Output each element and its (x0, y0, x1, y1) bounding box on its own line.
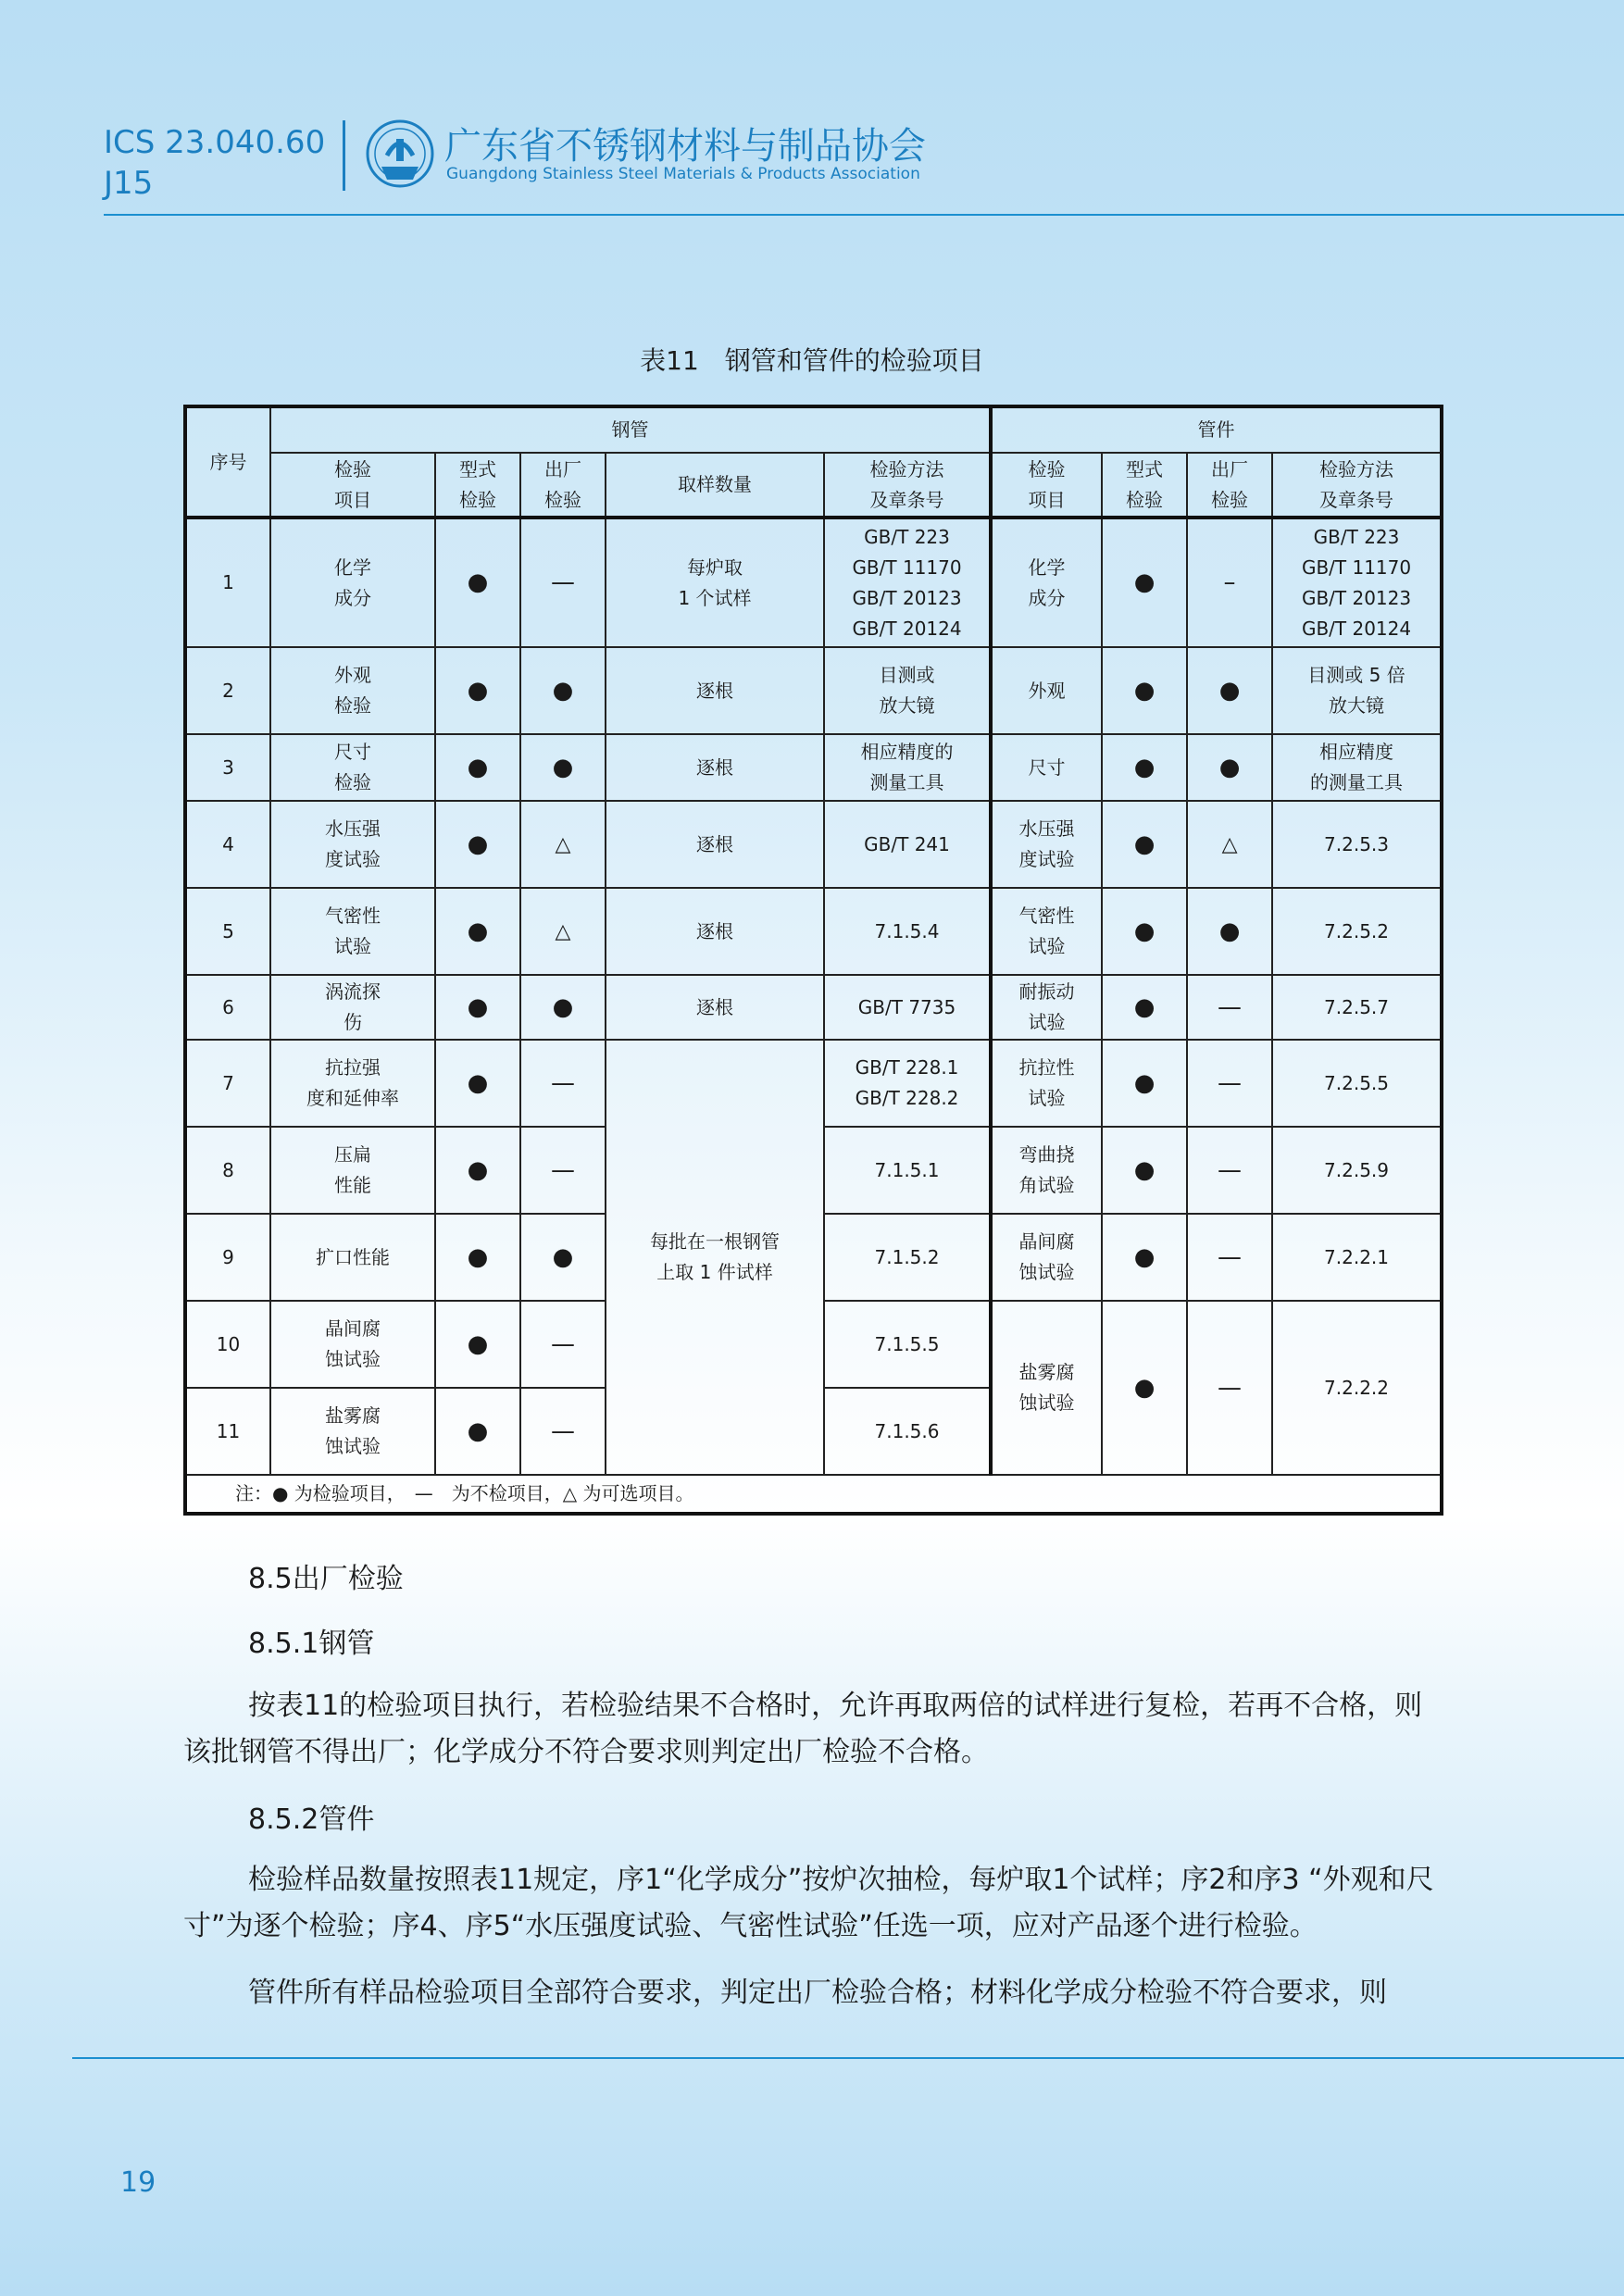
fitting-factory-mark: △ (1187, 801, 1272, 888)
row-number: 4 (185, 801, 270, 888)
fitting-item: 晶间腐 蚀试验 (991, 1214, 1102, 1301)
table-row (185, 647, 1442, 734)
header-f-method: 检验方法 及章条号 (1272, 453, 1442, 518)
fitting-type-mark: ● (1102, 647, 1187, 734)
pipe-method: 7.1.5.2 (824, 1214, 991, 1301)
fitting-factory-mark: ● (1187, 888, 1272, 975)
table-row (185, 801, 1442, 888)
pipe-item: 晶间腐 蚀试验 (270, 1301, 435, 1388)
fitting-method: 7.2.2.2 (1272, 1301, 1442, 1475)
pipe-type-mark: ● (435, 801, 520, 888)
pipe-item: 抗拉强 度和延伸率 (270, 1040, 435, 1127)
pipe-sampling: 每炉取 1 个试样 (606, 518, 824, 647)
pipe-item: 化学 成分 (270, 518, 435, 647)
fitting-type-mark: ● (1102, 734, 1187, 801)
table-title: 表11 钢管和管件的检验项目 (640, 345, 984, 376)
header-factory: 出厂 检验 (520, 453, 606, 518)
pipe-sampling: 逐根 (606, 801, 824, 888)
fitting-method: 7.2.5.5 (1272, 1040, 1442, 1127)
heading-8-5-1: 8.5.1钢管 (248, 1628, 375, 1660)
fitting-item: 弯曲挠 角试验 (991, 1127, 1102, 1214)
pipe-type-mark: ● (435, 888, 520, 975)
ics-code: ICS 23.040.60 (104, 124, 326, 161)
row-number: 11 (185, 1388, 270, 1475)
pipe-type-mark: ● (435, 518, 520, 647)
association-logo-icon (365, 119, 435, 191)
fitting-factory-mark: — (1187, 975, 1272, 1040)
seq-header: 序号 (185, 406, 270, 518)
fitting-item: 水压强 度试验 (991, 801, 1102, 888)
pipe-factory-mark: △ (520, 801, 606, 888)
pipe-type-mark: ● (435, 1040, 520, 1127)
pipe-factory-mark: — (520, 1388, 606, 1475)
table-row (185, 518, 1442, 647)
pipe-factory-mark: — (520, 1127, 606, 1214)
fitting-type-mark: ● (1102, 801, 1187, 888)
pipe-item: 气密性 试验 (270, 888, 435, 975)
fitting-item: 盐雾腐 蚀试验 (991, 1301, 1102, 1475)
paragraph-steel-pipe: 按表11的检验项目执行，若检验结果不合格时，允许再取两倍的试样进行复检，若再不合格，则该批钢管不得出厂；化学成分不符合要求则判定出厂检验不合格。 (183, 1690, 1423, 1768)
paragraph-fitting-result: 管件所有样品检验项目全部符合要求，判定出厂检验合格；材料化学成分检验不符合要求，则 (248, 1977, 1387, 2009)
fitting-item: 抗拉性 试验 (991, 1040, 1102, 1127)
pipe-type-mark: ● (435, 1127, 520, 1214)
pipe-factory-mark: ● (520, 647, 606, 734)
inspection-table (183, 405, 1443, 1516)
pipe-method: 7.1.5.4 (824, 888, 991, 975)
pipe-method: 7.1.5.5 (824, 1301, 991, 1388)
row-number: 2 (185, 647, 270, 734)
fitting-factory-mark: — (1187, 1214, 1272, 1301)
fitting-item: 耐振动 试验 (991, 975, 1102, 1040)
pipe-type-mark: ● (435, 647, 520, 734)
row-number: 5 (185, 888, 270, 975)
fitting-method: 相应精度 的测量工具 (1272, 734, 1442, 801)
pipe-factory-mark: △ (520, 888, 606, 975)
pipe-method: 目测或 放大镜 (824, 647, 991, 734)
table-row (185, 888, 1442, 975)
pipe-sampling: 逐根 (606, 734, 824, 801)
pipe-item: 压扁 性能 (270, 1127, 435, 1214)
fitting-type-mark: ● (1102, 1214, 1187, 1301)
pipe-item: 外观 检验 (270, 647, 435, 734)
fitting-factory-mark: — (1187, 1127, 1272, 1214)
fitting-item: 外观 (991, 647, 1102, 734)
class-code: J15 (104, 165, 154, 202)
fitting-factory-mark: — (1187, 1301, 1272, 1475)
fitting-item: 尺寸 (991, 734, 1102, 801)
fitting-type-mark: ● (1102, 975, 1187, 1040)
pipe-item: 尺寸 检验 (270, 734, 435, 801)
pipe-type-mark: ● (435, 1214, 520, 1301)
fitting-item: 气密性 试验 (991, 888, 1102, 975)
header-sampling: 取样数量 (606, 453, 824, 518)
pipe-factory-mark: — (520, 518, 606, 647)
header-type: 型式 检验 (435, 453, 520, 518)
row-number: 8 (185, 1127, 270, 1214)
fitting-method: 7.2.5.9 (1272, 1127, 1442, 1214)
fitting-factory-mark: ● (1187, 647, 1272, 734)
fitting-method: 7.2.5.2 (1272, 888, 1442, 975)
row-number: 3 (185, 734, 270, 801)
header-item: 检验 项目 (270, 453, 435, 518)
header-rule (104, 214, 1624, 216)
pipe-type-mark: ● (435, 734, 520, 801)
pipe-factory-mark: ● (520, 975, 606, 1040)
fitting-type-mark: ● (1102, 888, 1187, 975)
fitting-factory-mark: — (1187, 1040, 1272, 1127)
pipe-sampling: 逐根 (606, 647, 824, 734)
row-number: 1 (185, 518, 270, 647)
fitting-type-mark: ● (1102, 1301, 1187, 1475)
pipe-item: 涡流探 伤 (270, 975, 435, 1040)
standard-code (104, 122, 325, 204)
pipe-method: GB/T 223 GB/T 11170 GB/T 20123 GB/T 20124 (824, 518, 991, 647)
table-row (185, 734, 1442, 801)
org-name-cn: 广东省不锈钢材料与制品协会 (444, 125, 926, 168)
header-method: 检验方法 及章条号 (824, 453, 991, 518)
table-note: 注：● 为检验项目， — 为不检项目，△ 为可选项目。 (185, 1475, 1442, 1514)
fitting-method: 7.2.5.7 (1272, 975, 1442, 1040)
table-row (185, 1040, 1442, 1127)
group-pipe-header: 钢管 (270, 406, 991, 453)
pipe-sampling-shared: 每批在一根钢管 上取 1 件试样 (606, 1040, 824, 1475)
pipe-type-mark: ● (435, 975, 520, 1040)
fitting-type-mark: ● (1102, 1040, 1187, 1127)
footer-rule (72, 2057, 1624, 2059)
pipe-method: GB/T 7735 (824, 975, 991, 1040)
header-f-factory: 出厂 检验 (1187, 453, 1272, 518)
fitting-method: 目测或 5 倍 放大镜 (1272, 647, 1442, 734)
pipe-factory-mark: — (520, 1040, 606, 1127)
pipe-type-mark: ● (435, 1388, 520, 1475)
fitting-type-mark: ● (1102, 518, 1187, 647)
row-number: 9 (185, 1214, 270, 1301)
fitting-factory-mark: – (1187, 518, 1272, 647)
org-name-en: Guangdong Stainless Steel Materials & Products Association (446, 165, 920, 183)
pipe-sampling: 逐根 (606, 888, 824, 975)
pipe-item: 扩口性能 (270, 1214, 435, 1301)
pipe-method: 7.1.5.6 (824, 1388, 991, 1475)
page-number: 19 (120, 2166, 156, 2199)
header-divider (343, 120, 345, 191)
pipe-item: 水压强 度试验 (270, 801, 435, 888)
paragraph-fitting: 检验样品数量按照表11规定，序1“化学成分”按炉次抽检，每炉取1个试样；序2和序3 “外观和尺寸”为逐个检验；序4、序5“水压强度试验、气密性试验”任选一项，应对产品逐个进行检验。 (183, 1864, 1434, 1942)
header-f-type: 型式 检验 (1102, 453, 1187, 518)
pipe-sampling: 逐根 (606, 975, 824, 1040)
heading-8-5-2: 8.5.2管件 (248, 1803, 375, 1836)
group-fitting-header: 管件 (991, 406, 1442, 453)
fitting-method: 7.2.2.1 (1272, 1214, 1442, 1301)
header-f-item: 检验 项目 (991, 453, 1102, 518)
pipe-method: GB/T 241 (824, 801, 991, 888)
fitting-method: GB/T 223 GB/T 11170 GB/T 20123 GB/T 20124 (1272, 518, 1442, 647)
heading-8-5: 8.5出厂检验 (248, 1563, 404, 1595)
pipe-factory-mark: ● (520, 1214, 606, 1301)
pipe-item: 盐雾腐 蚀试验 (270, 1388, 435, 1475)
row-number: 6 (185, 975, 270, 1040)
row-number: 7 (185, 1040, 270, 1127)
fitting-method: 7.2.5.3 (1272, 801, 1442, 888)
row-number: 10 (185, 1301, 270, 1388)
pipe-factory-mark: — (520, 1301, 606, 1388)
pipe-type-mark: ● (435, 1301, 520, 1388)
pipe-method: 7.1.5.1 (824, 1127, 991, 1214)
table-row (185, 975, 1442, 1040)
fitting-factory-mark: ● (1187, 734, 1272, 801)
pipe-method: 相应精度的 测量工具 (824, 734, 991, 801)
pipe-method: GB/T 228.1 GB/T 228.2 (824, 1040, 991, 1127)
pipe-factory-mark: ● (520, 734, 606, 801)
fitting-item: 化学 成分 (991, 518, 1102, 647)
fitting-type-mark: ● (1102, 1127, 1187, 1214)
